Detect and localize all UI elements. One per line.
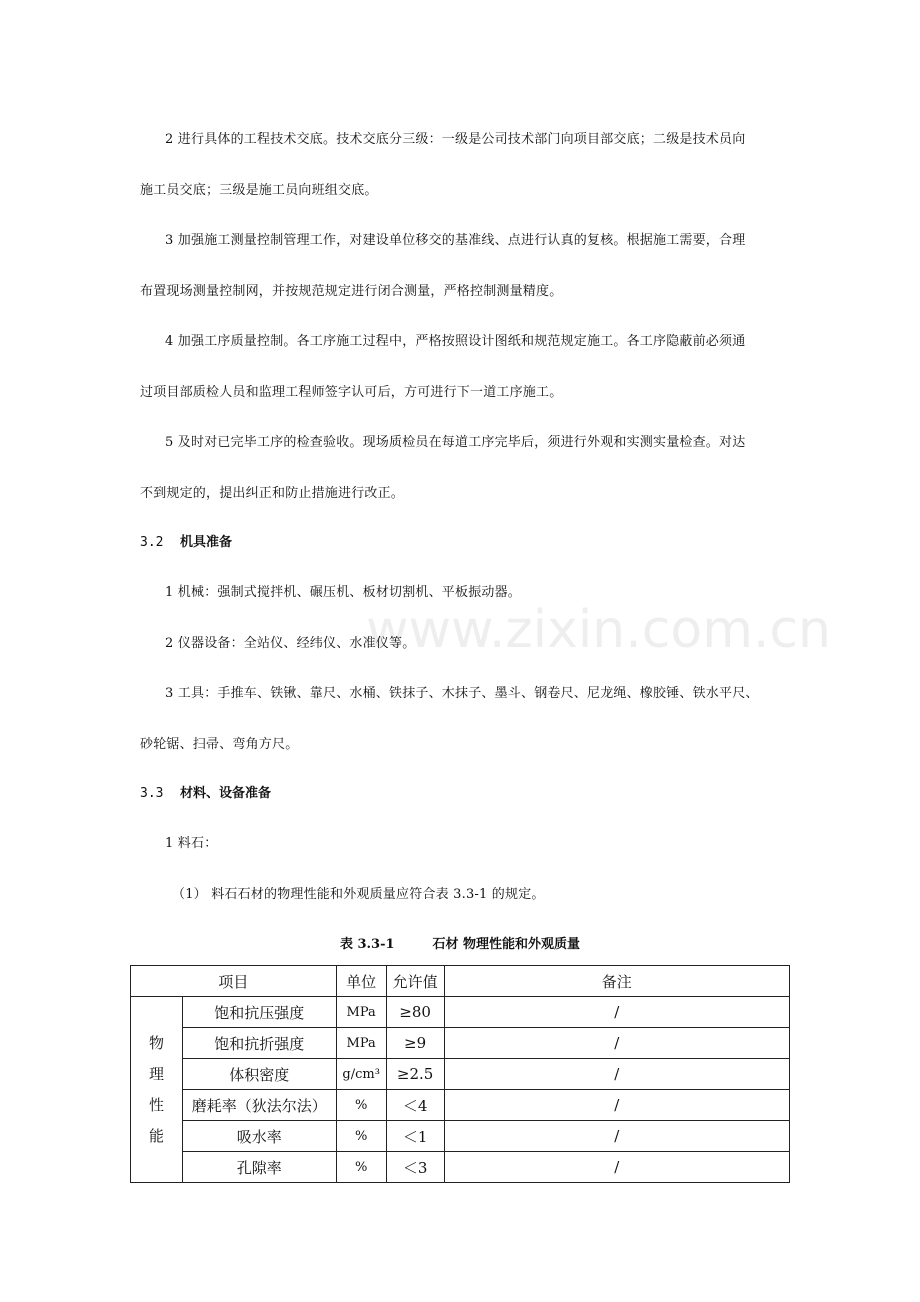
row-name: 磨耗率（狄法尔法）: [182, 1090, 336, 1121]
watermark: www.zixin.com.cn: [366, 600, 831, 660]
row-value: ＜1: [386, 1121, 444, 1152]
paragraph-5-line-2: 不到规定的，提出纠正和防止措施进行改正。: [140, 486, 405, 501]
table-row: [131, 1059, 790, 1090]
section-title: 材料、设备准备: [180, 786, 272, 801]
table-row: [131, 1028, 790, 1059]
row-name: 饱和抗折强度: [182, 1028, 336, 1059]
row-name: 吸水率: [182, 1121, 336, 1152]
table-caption-number: 表 3.3-1: [339, 937, 395, 952]
row-note: /: [444, 1121, 789, 1152]
table-caption: [0, 933, 920, 952]
section-heading-3-2: [140, 531, 232, 550]
material-item-1-sub: （1） 料石石材的物理性能和外观质量应符合表 3.3-1 的规定。: [172, 887, 545, 902]
section-title: 机具准备: [180, 535, 233, 550]
table-row: [131, 1152, 790, 1183]
group-char: 理: [148, 1064, 164, 1083]
row-unit: MPa: [336, 997, 386, 1028]
material-item-1: 1 料石：: [165, 836, 218, 851]
row-name: 体积密度: [182, 1059, 336, 1090]
row-note: /: [444, 997, 789, 1028]
row-note: /: [444, 1152, 789, 1183]
row-note: /: [444, 1090, 789, 1121]
group-label-physical: [131, 997, 183, 1183]
section-number: 3.3: [140, 786, 164, 801]
header-unit: 单位: [336, 966, 386, 997]
row-unit: %: [336, 1090, 386, 1121]
row-value: ≥9: [386, 1028, 444, 1059]
table-caption-title: 石材 物理性能和外观质量: [432, 937, 581, 952]
table-header-row: [131, 966, 790, 997]
row-note: /: [444, 1059, 789, 1090]
tools-machinery: 1 机械：强制式搅拌机、碾压机、板材切割机、平板振动器。: [165, 585, 522, 600]
header-note: 备注: [444, 966, 789, 997]
table-row: [131, 1121, 790, 1152]
tools-hand-tools-line-2: 砂轮锯、扫帚、弯角方尺。: [140, 737, 299, 752]
header-allowed: 允许值: [386, 966, 444, 997]
paragraph-5-line-1: 5 及时对已完毕工序的检查验收。现场质检员在每道工序完毕后，须进行外观和实测实量检查。对达: [165, 435, 746, 450]
row-name: 孔隙率: [182, 1152, 336, 1183]
paragraph-3-line-2: 布置现场测量控制网，并按规范规定进行闭合测量，严格控制测量精度。: [140, 284, 563, 299]
section-number: 3.2: [140, 535, 164, 550]
row-value: ≥80: [386, 997, 444, 1028]
row-unit: %: [336, 1121, 386, 1152]
row-value: ＜4: [386, 1090, 444, 1121]
table-row: [131, 1090, 790, 1121]
row-value: ≥2.5: [386, 1059, 444, 1090]
group-char: 物: [148, 1033, 164, 1052]
paragraph-4-line-2: 过项目部质检人员和监理工程师签字认可后，方可进行下一道工序施工。: [140, 385, 563, 400]
row-value: ＜3: [386, 1152, 444, 1183]
row-unit: g/cm³: [336, 1059, 386, 1090]
group-char: 性: [148, 1095, 164, 1114]
paragraph-4-line-1: 4 加强工序质量控制。各工序施工过程中，严格按照设计图纸和规范规定施工。各工序隐蔽前必须通: [165, 334, 746, 349]
row-note: /: [444, 1028, 789, 1059]
paragraph-2-line-1: 2 进行具体的工程技术交底。技术交底分三级：一级是公司技术部门向项目部交底；二级是技术员向: [165, 132, 746, 147]
paragraph-3-line-1: 3 加强施工测量控制管理工作，对建设单位移交的基准线、点进行认真的复核。根据施工需要，合理: [165, 233, 746, 248]
tools-hand-tools-line-1: 3 工具：手推车、铁锹、靠尺、水桶、铁抹子、木抹子、墨斗、钢卷尺、尼龙绳、橡胶锤、铁水平尺、: [165, 686, 759, 701]
paragraph-2-line-2: 施工员交底；三级是施工员向班组交底。: [140, 183, 378, 198]
group-char: 能: [148, 1126, 164, 1145]
tools-instruments: 2 仪器设备：全站仪、经纬仪、水准仪等。: [165, 636, 416, 651]
section-heading-3-3: [140, 782, 271, 801]
row-unit: %: [336, 1152, 386, 1183]
row-name: 饱和抗压强度: [182, 997, 336, 1028]
header-item: 项目: [131, 966, 337, 997]
stone-properties-table: [130, 965, 790, 1183]
table-row: [131, 997, 790, 1028]
row-unit: MPa: [336, 1028, 386, 1059]
